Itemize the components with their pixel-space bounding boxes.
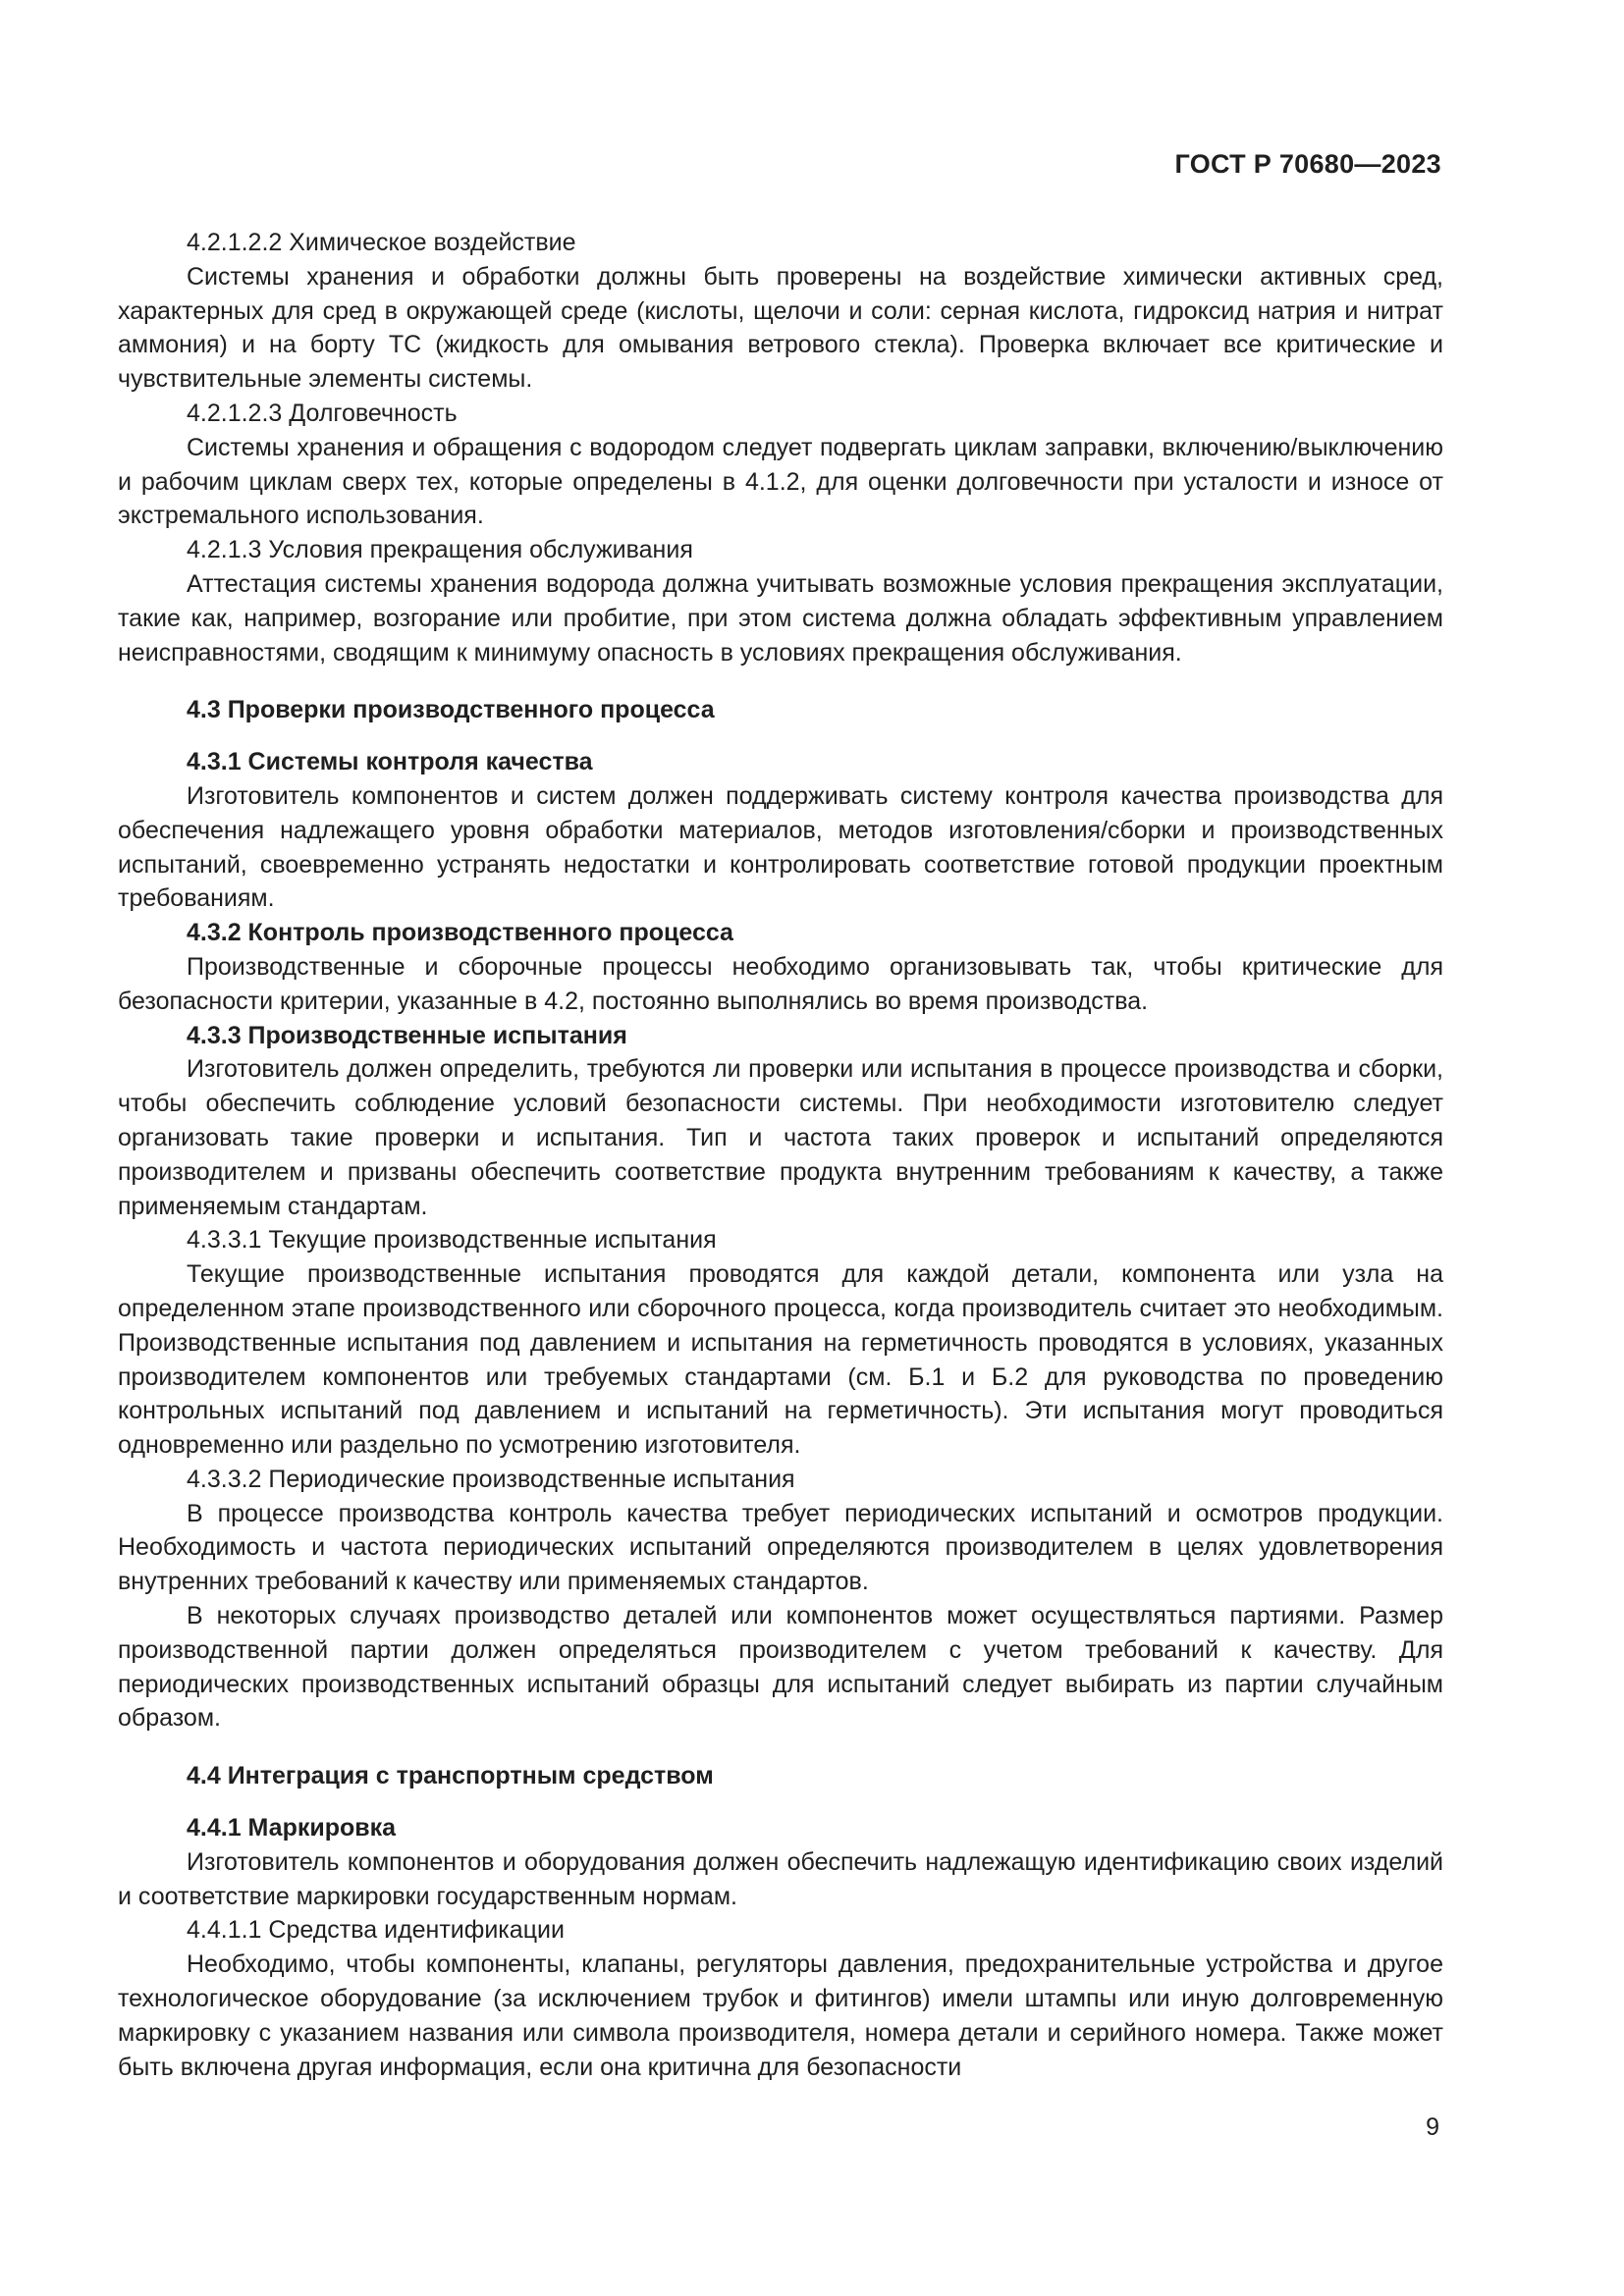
clause-text-4-2-1-2-3: Системы хранения и обращения с водородом следует подвергать циклам заправки, включению/выключению и рабочим циклам сверх тех, которые определены в 4.1.2, для оценки долговечности при усталости и износе от экстремального использования. — [118, 433, 1443, 530]
clause-heading-4-3-3-1: 4.3.3.1 Текущие производственные испытания — [187, 1226, 717, 1255]
section-heading-4-3: 4.3 Проверки производственного процесса — [187, 696, 715, 724]
section-text-4-3-3: Изготовитель должен определить, требуются ли проверки или испытания в процессе производства и сборки, чтобы обеспечить соблюдение условий безопасности системы. При необходимости изготовителю следует организовать такие проверки и испытания. Тип и частота таких проверок и испытаний определяются производителем и призваны обеспечить соответствие продукта внутренним требованиям к качеству, а также применяемым стандартам. — [118, 1055, 1443, 1220]
section-heading-4-3-3: 4.3.3 Производственные испытания — [187, 1021, 627, 1049]
section-heading-4-3-1: 4.3.1 Системы контроля качества — [187, 748, 593, 776]
clause-heading-4-2-1-3: 4.2.1.3 Условия прекращения обслуживания — [187, 536, 693, 564]
section-text-4-3-1: Изготовитель компонентов и систем должен поддерживать систему контроля качества производства для обеспечения надлежащего уровня обработки материалов, методов изготовления/сборки и производственных испытаний, своевременно устранять недостатки и контролировать соответствие готовой продукции проектным требованиям. — [118, 781, 1443, 913]
clause-text-4-4-1-1: Необходимо, чтобы компоненты, клапаны, регуляторы давления, предохранительные устройства и другое технологическое оборудование (за исключением трубок и фитингов) имели штампы или иную долговременную маркировку с указанием названия или символа производителя, номера детали и серийного номера. Также может быть включена другая информация, если она критична для безопасности — [118, 1950, 1443, 2081]
document-body — [118, 226, 1443, 2084]
clause-text-4-3-3-2-b: В некоторых случаях производство деталей или компонентов может осуществляться партиями. Размер производственной партии должен определяться производителем с учетом требований к качеству. Для периодических производственных испытаний образцы для испытаний следует выбирать из партии случайным образом. — [118, 1602, 1443, 1733]
clause-text-4-2-1-2-2: Системы хранения и обработки должны быть проверены на воздействие химически активных сред, характерных для сред в окружающей среде (кислоты, щелочи и соли: серная кислота, гидроксид натрия и нитрат аммония) и на борту ТС (жидкость для омывания ветрового стекла). Проверка включает все критические и чувствительные элементы системы. — [118, 262, 1443, 394]
clause-heading-4-2-1-2-3: 4.2.1.2.3 Долговечность — [187, 399, 458, 427]
clause-heading-4-2-1-2-2: 4.2.1.2.2 Химическое воздействие — [187, 229, 576, 256]
section-text-4-4-1: Изготовитель компонентов и оборудования должен обеспечить надлежащую идентификацию своих изделий и соответствие маркировки государственным нормам. — [118, 1847, 1443, 1910]
clause-text-4-3-3-2-a: В процессе производства контроль качества требует периодических испытаний и осмотров продукции. Необходимость и частота периодических испытаний определяются производителем в целях удовлетворения внутренних требований к качеству или применяемых стандартов. — [118, 1499, 1443, 1596]
page-number: 9 — [1426, 2113, 1439, 2141]
section-heading-4-4-1: 4.4.1 Маркировка — [187, 1814, 397, 1842]
section-text-4-3-2: Производственные и сборочные процессы необходимо организовывать так, чтобы критические для безопасности критерии, указанные в 4.2, постоянно выполнялись во время производства. — [118, 952, 1443, 1015]
clause-text-4-3-3-1: Текущие производственные испытания проводятся для каждой детали, компонента или узла на определенном этапе производственного или сборочного процесса, когда производитель считает это необходимым. Производственные испытания под давлением и испытания на герметичность проводятся в условиях, указанных производителем компонентов или требуемых стандартами (см. Б.1 и Б.2 для руководства по проведению контрольных испытаний под давлением и испытаний на герметичность). Эти испытания могут проводиться одновременно или раздельно по усмотрению изготовителя. — [118, 1260, 1443, 1460]
clause-heading-4-4-1-1: 4.4.1.1 Средства идентификации — [187, 1916, 565, 1945]
section-heading-4-3-2: 4.3.2 Контроль производственного процесса — [187, 919, 733, 947]
clause-heading-4-3-3-2: 4.3.3.2 Периодические производственные испытания — [187, 1465, 795, 1493]
section-heading-4-4: 4.4 Интеграция с транспортным средством — [187, 1762, 714, 1790]
clause-text-4-2-1-3: Аттестация системы хранения водорода должна учитывать возможные условия прекращения эксплуатации, такие как, например, возгорание или пробитие, при этом система должна обладать эффективным управлением неисправностями, сводящим к минимуму опасность в условиях прекращения обслуживания. — [118, 569, 1443, 667]
document-code-header: ГОСТ Р 70680—2023 — [1174, 149, 1441, 179]
